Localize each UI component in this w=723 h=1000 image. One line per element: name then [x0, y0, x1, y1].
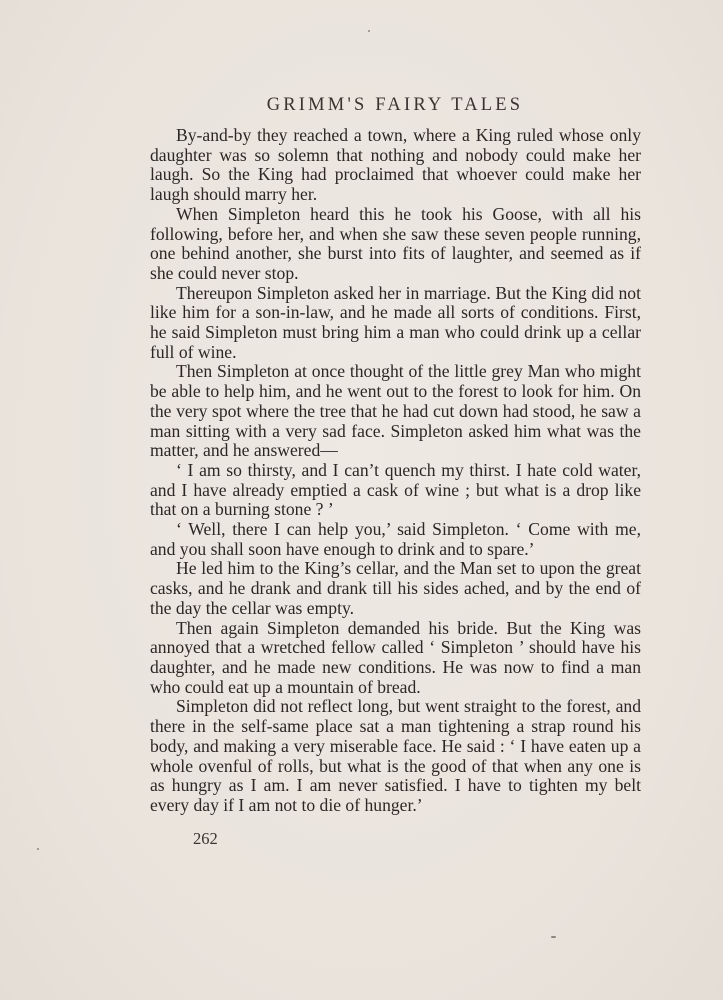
running-title: GRIMM'S FAIRY TALES	[266, 95, 524, 115]
body-text	[150, 126, 641, 816]
paper-speck	[37, 848, 39, 850]
paragraph: Simpleton did not reflect long, but went straight to the forest, and there in the self-same place sat a man tightening a strap round his body, and making a very miserable face. He said : ‘ I have eaten up a whole ovenful of rolls, but what is the good of that when any one is as hungry as I am. I am never satisfied. I have to tighten my belt every day if I am not to die of hunger.’	[150, 696, 641, 815]
paragraph: Then Simpleton at once thought of the little grey Man who might be able to help him, and he went out to the forest to look for him. On the very spot where the tree that he had cut down had stood, he saw a man sitting with a very sad face. Simpleton asked him what was the matter, and he answered—	[150, 361, 641, 461]
paragraph: He led him to the King’s cellar, and the Man set to upon the great casks, and he drank and drank till his sides ached, and by the end of the day the cellar was empty.	[150, 558, 641, 618]
paragraph: ‘ Well, there I can help you,’ said Simpleton. ‘ Come with me, and you shall soon have enough to drink and to spare.’	[150, 519, 641, 559]
paragraph: By-and-by they reached a town, where a King ruled whose only daughter was so solemn that nothing and nobody could make her laugh. So the King had proclaimed that whoever could make her laugh should marry her.	[150, 125, 641, 205]
paragraph: When Simpleton heard this he took his Goose, with all his following, before her, and when she saw these seven people running, one behind another, she burst into fits of laughter, and seemed as if she could never stop.	[150, 203, 641, 283]
paragraph: Then again Simpleton demanded his bride. But the King was annoyed that a wretched fellow called ‘ Simpleton ’ should have his daughter, and he made new conditions. He was now to find a man who could eat up a mountain of bread.	[150, 617, 641, 697]
paper-speck	[368, 30, 370, 32]
page-number: 262	[193, 829, 218, 848]
paper-speck	[551, 936, 556, 938]
paragraph: Thereupon Simpleton asked her in marriage. But the King did not like him for a son-in-law, and he made all sorts of conditions. First, he said Simpleton must bring him a man who could drink up a cellar full of wine.	[150, 282, 641, 362]
paragraph: ‘ I am so thirsty, and I can’t quench my thirst. I hate cold water, and I have already emptied a cask of wine ; but what is a drop like that on a burning stone ? ’	[150, 459, 641, 520]
